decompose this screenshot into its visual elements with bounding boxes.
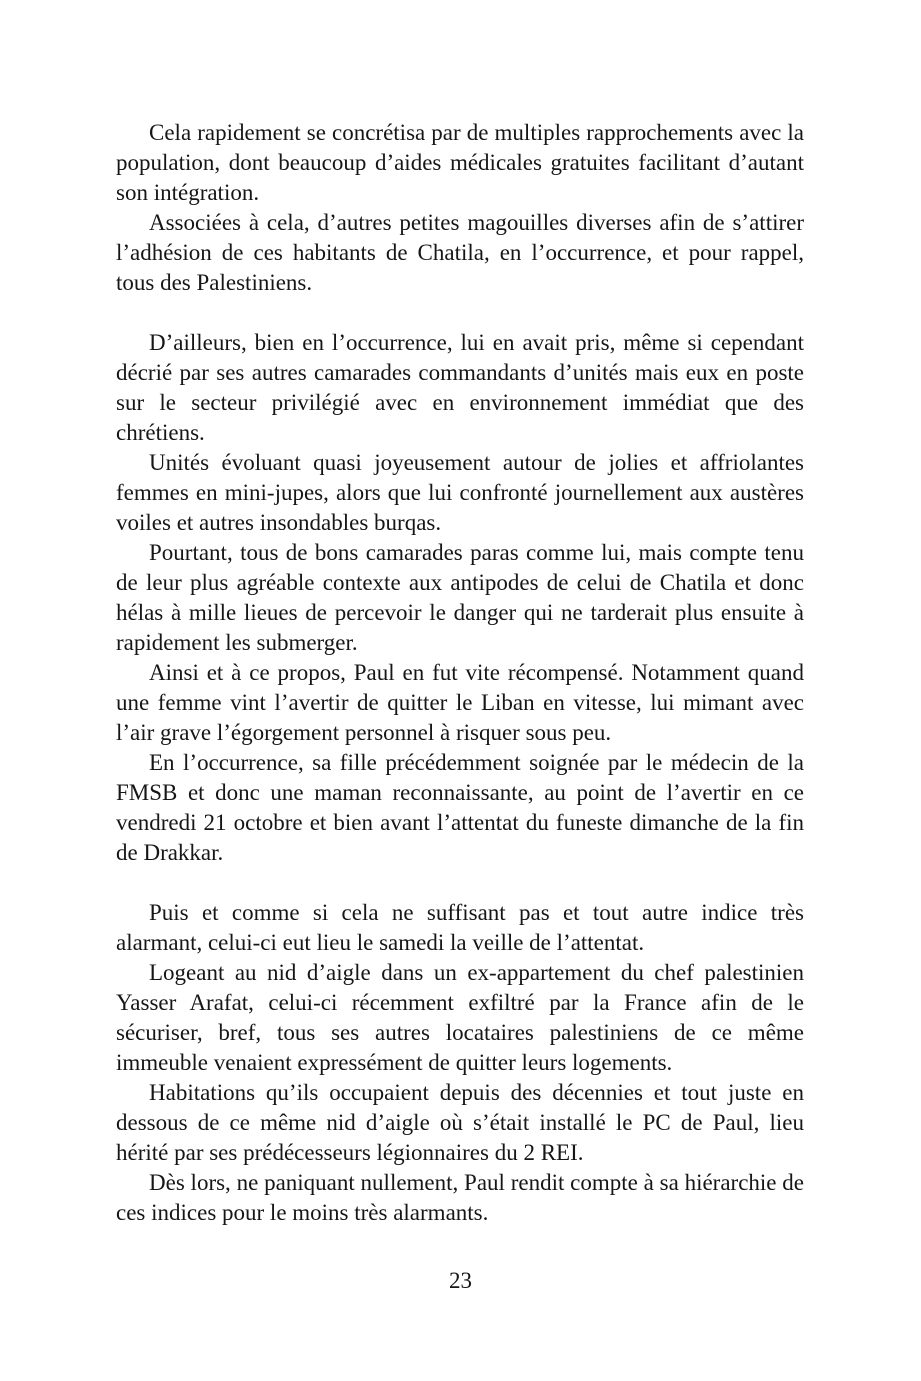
body-text [116, 118, 804, 1228]
page-number: 23 [449, 1268, 472, 1293]
paragraph-4: Unités évoluant quasi joyeusement autour de jolies et affriolantes femmes en mini-jupes, alors que lui confronté journellement aux austères voiles et autres insondables burqas. [116, 450, 804, 535]
paragraph-8: Puis et comme si cela ne suffisant pas et tout autre indice très alarmant, celui-ci eut lieu le samedi la veille de l’attentat. [116, 900, 804, 955]
paragraph-1: Cela rapidement se concrétisa par de multiples rapprochements avec la population, dont beaucoup d’aides médicales gratuites facilitant d’autant son intégration. [116, 120, 804, 205]
paragraph-11: Dès lors, ne paniquant nullement, Paul rendit compte à sa hiérarchie de ces indices pour le moins très alarmants. [116, 1170, 804, 1225]
paragraph-5: Pourtant, tous de bons camarades paras comme lui, mais compte tenu de leur plus agréable contexte aux antipodes de celui de Chatila et donc hélas à mille lieues de percevoir le danger qui ne tarderait plus ensuite à rapidement les submerger. [116, 540, 804, 655]
paragraph-10: Habitations qu’ils occupaient depuis des décennies et tout juste en dessous de ce même nid d’aigle où s’était installé le PC de Paul, lieu hérité par ses prédécesseurs légionnaires du 2 REI. [116, 1080, 804, 1165]
paragraph-9: Logeant au nid d’aigle dans un ex-appartement du chef palestinien Yasser Arafat, celui-ci récemment exfiltré par la France afin de le sécuriser, bref, tous ses autres locataires palestiniens de ce même immeuble venaient expressément de quitter leurs logements. [116, 960, 804, 1075]
paragraph-6: Ainsi et à ce propos, Paul en fut vite récompensé. Notamment quand une femme vint l’avertir de quitter le Liban en vitesse, lui mimant avec l’air grave l’égorgement personnel à risquer sous peu. [116, 660, 804, 745]
paragraph-7: En l’occurrence, sa fille précédemment soignée par le médecin de la FMSB et donc une maman reconnaissante, au point de l’avertir en ce vendredi 21 octobre et bien avant l’attentat du funeste dimanche de la fin de Drakkar. [116, 750, 804, 865]
paragraph-3: D’ailleurs, bien en l’occurrence, lui en avait pris, même si cependant décrié par ses autres camarades commandants d’unités mais eux en poste sur le secteur privilégié avec en environnement immédiat que des chrétiens. [116, 330, 804, 445]
paragraph-2: Associées à cela, d’autres petites magouilles diverses afin de s’attirer l’adhésion de ces habitants de Chatila, en l’occurrence, et pour rappel, tous des Palestiniens. [116, 210, 804, 295]
